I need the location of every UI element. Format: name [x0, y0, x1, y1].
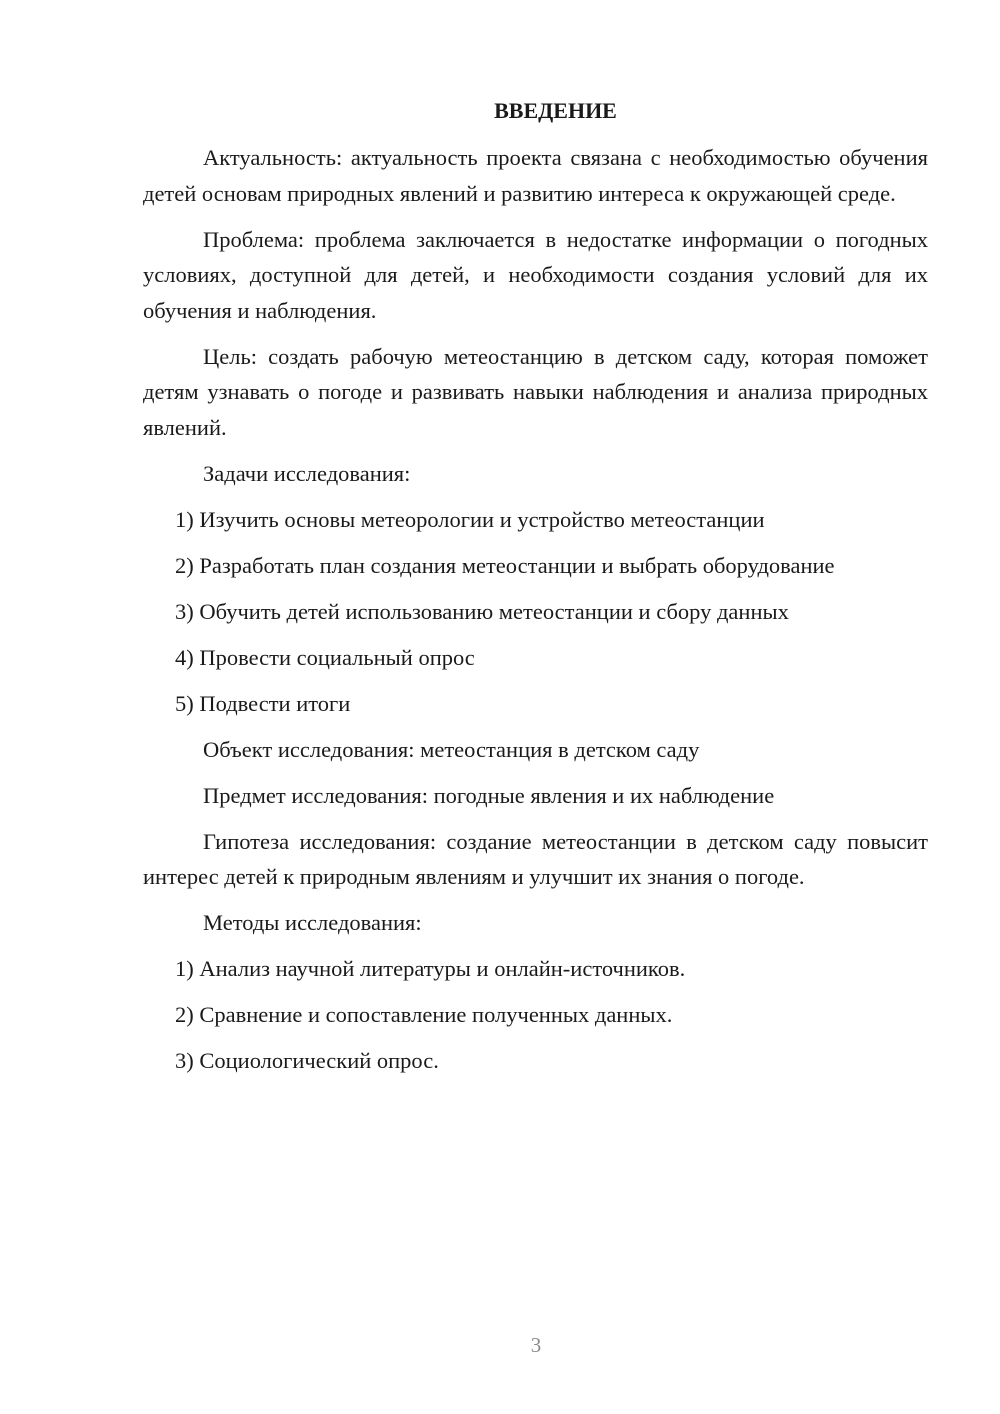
task-item-5: 5) Подвести итоги	[175, 690, 351, 716]
relevance-paragraph: Актуальность: актуальность проекта связана с необходимостью обучения детей основам природных явлений и развитию интереса к окружающей среде.	[143, 145, 928, 206]
goal-paragraph: Цель: создать рабочую метеостанцию в детском саду, которая поможет детям узнавать о погоде и развивать навыки наблюдения и анализа природных явлений.	[143, 343, 928, 440]
task-item-3: 3) Обучить детей использованию метеостанции и сбору данных	[175, 598, 789, 624]
page-number: 3	[530, 1333, 542, 1357]
method-item-3: 3) Социологический опрос.	[175, 1048, 439, 1073]
method-item-2: 2) Сравнение и сопоставление полученных данных.	[175, 1002, 673, 1027]
hypothesis-paragraph: Гипотеза исследования: создание метеостанции в детском саду повысит интерес детей к природным явлениям и улучшит их знания о погоде.	[143, 828, 928, 889]
method-item-1: 1) Анализ научной литературы и онлайн-источников.	[175, 956, 686, 981]
problem-paragraph: Проблема: проблема заключается в недостатке информации о погодных условиях, доступной для детей, и необходимости создания условий для их обучения и наблюдения.	[143, 226, 928, 323]
page-content	[143, 96, 928, 1089]
tasks-heading: Задачи исследования:	[203, 460, 411, 486]
task-item-1: 1) Изучить основы метеорологии и устройство метеостанции	[175, 506, 765, 532]
research-object: Объект исследования: метеостанция в детском саду	[203, 736, 700, 762]
section-title: ВВЕДЕНИЕ	[494, 98, 617, 123]
task-item-4: 4) Провести социальный опрос	[175, 644, 475, 670]
research-subject: Предмет исследования: погодные явления и их наблюдение	[203, 782, 775, 808]
methods-heading: Методы исследования:	[203, 910, 422, 935]
task-item-2: 2) Разработать план создания метеостанции и выбрать оборудование	[175, 552, 835, 578]
